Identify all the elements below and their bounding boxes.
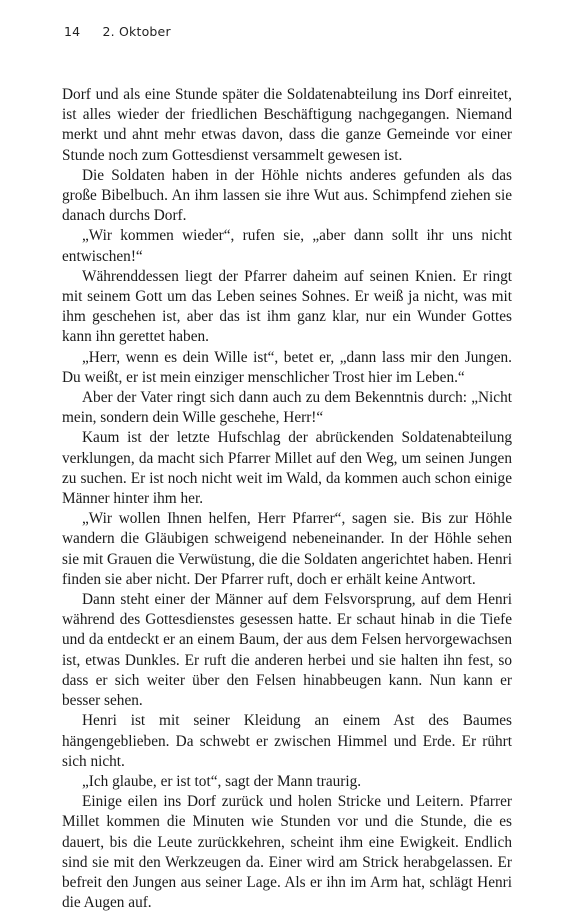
paragraph: Die Soldaten haben in der Höhle nichts anderes gefunden als das große Bibelbuch. An ihm lassen sie ihre Wut aus. Schimpfend ziehen sie danach durchs Dorf. — [62, 166, 512, 225]
paragraph: Einige eilen ins Dorf zurück und holen Stricke und Leitern. Pfarrer Millet kommen die Minuten wie Stunden vor und die Stunde, die es dauert, bis die Leute zurückkehren, scheint ihm eine Ewigkeit. Endlich sind sie mit den Werkzeugen da. Einer wird am Strick herabgelassen. Er befreit den Jungen aus seiner Lage. Als er ihn im Arm hat, schlägt Henri die Augen auf. — [62, 793, 512, 912]
paragraph: Währenddessen liegt der Pfarrer daheim auf seinen Knien. Er ringt mit seinem Gott um das Leben seines Sohnes. Er weiß ja nicht, was mit ihm geschehen ist, aber das ist ihm ganz klar, nur ein Wunder Gottes kann ihn gerettet haben. — [62, 267, 512, 346]
running-head — [64, 24, 171, 39]
paragraph: Henri ist mit seiner Kleidung an einem Ast des Baumes hängengeblieben. Da schwebt er zwischen Himmel und Erde. Er rührt sich nicht. — [62, 712, 512, 770]
chapter-date-title: 2. Oktober — [102, 24, 171, 39]
paragraph: „Wir kommen wieder“, rufen sie, „aber dann sollt ihr uns nicht entwischen!“ — [62, 227, 512, 265]
paragraph: „Wir wollen Ihnen helfen, Herr Pfarrer“, sagen sie. Bis zur Höhle wandern die Gläubigen schweigend nebeneinander. In der Höhle sehen sie mit Grauen die Verwüstung, die die Soldaten angerichtet haben. Henri finden sie aber nicht. Der Pfarrer ruft, doch er erhält keine Antwort. — [62, 510, 512, 588]
paragraph-continuation: Dorf und als eine Stunde später die Soldatenabteilung ins Dorf einreitet, ist alles wieder der friedlichen Beschäftigung nachgegangen. Niemand merkt und ahnt mehr etwas davon, dass die ganze Gemeinde vor einer Stunde noch zum Gottesdienst versammelt gewesen ist. — [62, 86, 512, 164]
body-text — [62, 85, 512, 913]
paragraph: Kaum ist der letzte Hufschlag der abrückenden Soldatenabteilung verklungen, da macht sich Pfarrer Millet auf den Weg, um seinen Jungen zu suchen. Er ist noch nicht weit im Wald, da kommen auch schon einige Männer hinter ihm her. — [62, 429, 512, 508]
paragraph: Dann steht einer der Männer auf dem Felsvorsprung, auf dem Henri während des Gottesdienstes gesessen hatte. Er schaut hinab in die Tiefe und da entdeckt er an einem Baum, der aus dem Felsen hervorgewachsen ist, etwas Dunkles. Er ruft die anderen herbei und sie halten ihn fest, so dass er sich weiter über den Felsen hinabbeugen kann. Nun kann er besser sehen. — [62, 591, 512, 710]
page-number: 14 — [64, 24, 81, 39]
paragraph: „Ich glaube, er ist tot“, sagt der Mann traurig. — [82, 772, 362, 790]
paragraph: Aber der Vater ringt sich dann auch zu dem Bekenntnis durch: „Nicht mein, sondern dein Wille geschehe, Herr!“ — [62, 389, 512, 427]
paragraph: „Herr, wenn es dein Wille ist“, betet er, „dann lass mir den Jungen. Du weißt, er ist mein einziger menschlicher Trost hier im Leben.“ — [62, 348, 512, 386]
